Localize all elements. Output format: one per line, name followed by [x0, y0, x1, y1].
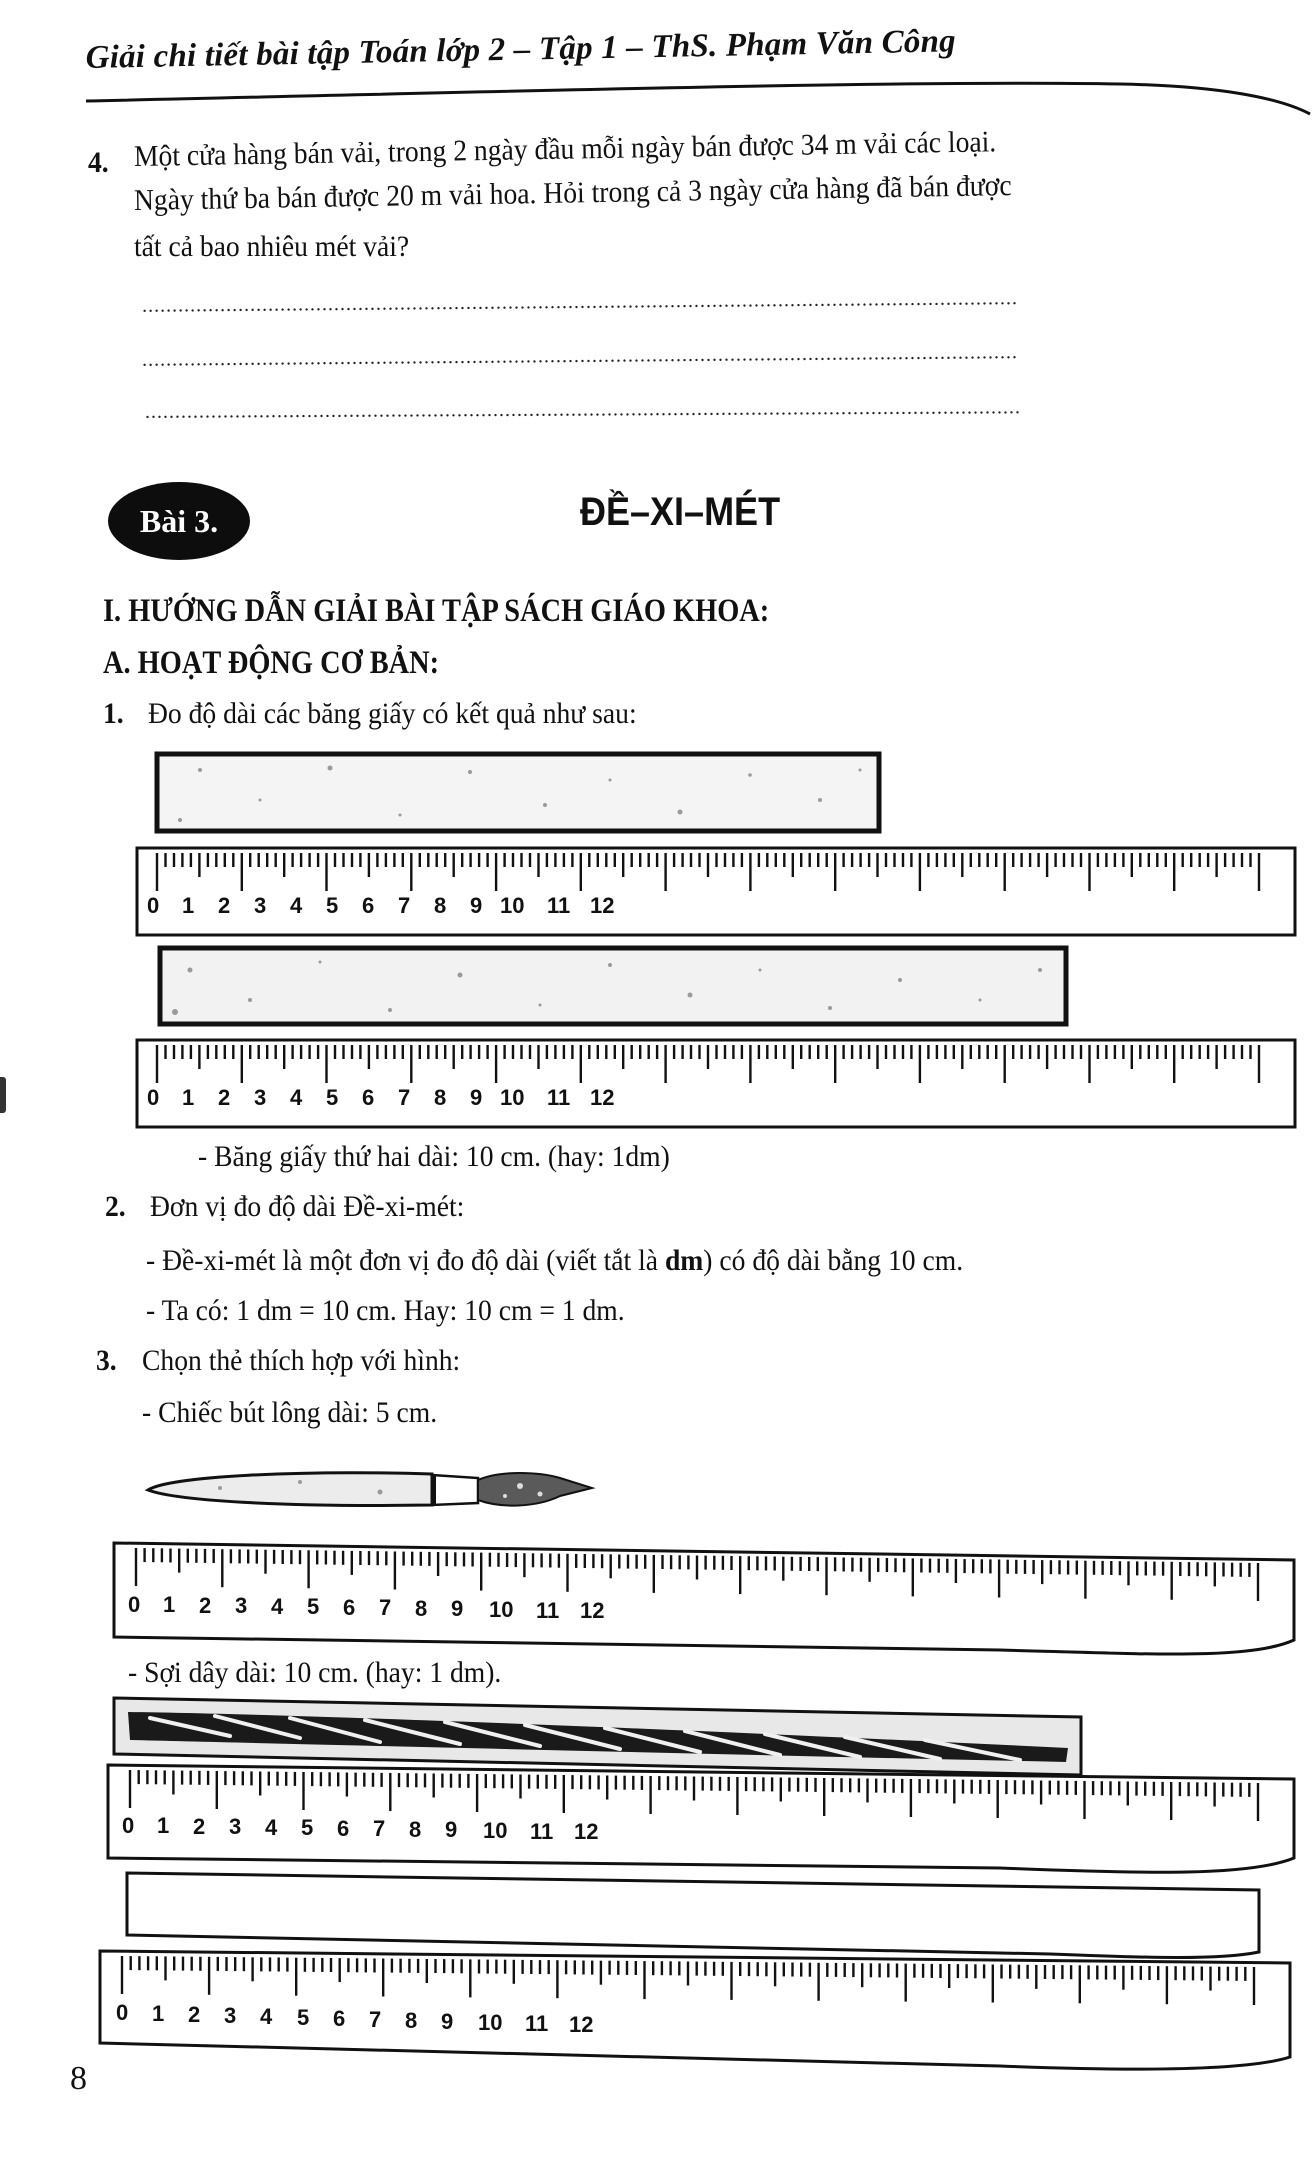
exercise-1-answer: - Băng giấy thứ hai dài: 10 cm. (hay: 1dm): [198, 1140, 670, 1173]
answer-line-1[interactable]: ..................................................................................................................................................: [141, 287, 1019, 317]
ruler-label: 7: [398, 1085, 411, 1110]
ruler-label: 12: [569, 2012, 594, 2037]
ruler-label: 1: [152, 2001, 165, 2026]
exercise-2-number: 2.: [105, 1190, 126, 1223]
ruler-label: 0: [147, 1085, 160, 1110]
ruler-label: 3: [224, 2003, 237, 2028]
ruler-label: 10: [500, 893, 525, 918]
ruler-label: 7: [369, 2007, 382, 2032]
ruler-label: 3: [235, 1593, 248, 1618]
definition-text: - Đề-xi-mét là một đơn vị đo độ dài (viết tắt là: [146, 1244, 665, 1277]
ruler-label: 8: [415, 1596, 428, 1621]
ruler-label: 1: [157, 1813, 170, 1838]
ruler-label: 8: [405, 2008, 418, 2033]
exercise-1-number: 1.: [103, 697, 124, 730]
ruler-label: 6: [343, 1595, 356, 1620]
ruler-label: 11: [536, 1598, 560, 1623]
ruler-label: 10: [478, 2010, 503, 2035]
exercise-3-rope-answer: - Sợi dây dài: 10 cm. (hay: 1 dm).: [128, 1656, 502, 1689]
ruler-label: 0: [116, 2000, 129, 2025]
ruler-label: 2: [199, 1593, 212, 1618]
ruler-label: 0: [128, 1592, 141, 1617]
definition-unit-bold: dm: [664, 1244, 704, 1277]
ruler-label: 4: [290, 1085, 303, 1110]
ruler-label: 12: [580, 1598, 605, 1623]
lesson-badge-label: Bài 3.: [139, 502, 219, 539]
ruler-label: 12: [574, 1819, 599, 1844]
ruler-label: 0: [122, 1813, 135, 1838]
ruler-label: 11: [547, 1085, 571, 1110]
ruler-label: 2: [218, 893, 231, 918]
ruler-label: 1: [163, 1592, 176, 1617]
ruler-label: 5: [297, 2005, 310, 2030]
exercise-2-prompt: Đơn vị đo độ dài Đề-xi-mét:: [150, 1190, 465, 1223]
ruler-label: 3: [229, 1814, 242, 1839]
ruler-label: 4: [290, 893, 303, 918]
ruler-label: 11: [547, 893, 571, 918]
ruler-label: 9: [451, 1596, 464, 1621]
ruler-label: 7: [379, 1595, 392, 1620]
running-header-title: Giải chi tiết bài tập Toán lớp 2 – Tập 1 – ThS. Phạm Văn Công: [85, 23, 957, 77]
exercise-3-pen-answer: - Chiếc bút lông dài: 5 cm.: [142, 1396, 438, 1429]
ruler-label: 6: [362, 893, 375, 918]
question-4-number: 4.: [88, 146, 109, 179]
section-heading-part-i: I. HƯỚNG DẪN GIẢI BÀI TẬP SÁCH GIÁO KHOA:: [103, 593, 770, 629]
ruler-label: 5: [326, 893, 339, 918]
ruler-label: 9: [470, 893, 483, 918]
ruler-label: 7: [373, 1816, 386, 1841]
ruler-label: 2: [188, 2002, 201, 2027]
lesson-title: ĐỀ–XI–MÉT: [580, 490, 781, 534]
ruler-label: 12: [590, 1085, 615, 1110]
ruler-label: 9: [445, 1817, 458, 1842]
question-4-line-1: Một cửa hàng bán vải, trong 2 ngày đầu mỗi ngày bán được 34 m vải các loại.: [133, 125, 997, 173]
question-4-line-2: Ngày thứ ba bán được 20 m vải hoa. Hỏi trong cả 3 ngày cửa hàng đã bán được: [133, 169, 1012, 217]
ruler-label: 10: [489, 1597, 514, 1622]
ruler-label: 6: [333, 2006, 346, 2031]
ruler-label: 2: [218, 1085, 231, 1110]
page-number: 8: [70, 2060, 87, 2097]
ruler-label: 2: [193, 1814, 206, 1839]
ruler-label: 5: [307, 1594, 320, 1619]
ruler-label: 6: [337, 1816, 350, 1841]
ruler-label: 1: [182, 893, 195, 918]
ruler-label: 4: [265, 1815, 278, 1840]
answer-line-3[interactable]: ..................................................................................................................................................: [144, 396, 1022, 423]
ruler-label: 9: [470, 1085, 483, 1110]
question-4-line-3: tất cả bao nhiêu mét vải?: [134, 230, 410, 263]
ruler-label: 3: [254, 1085, 267, 1110]
ruler-label: 10: [500, 1085, 525, 1110]
ruler-label: 11: [525, 2011, 549, 2036]
definition-text-end: ) có độ dài bằng 10 cm.: [703, 1244, 964, 1277]
ruler-label: 7: [398, 893, 411, 918]
ruler-label: 4: [260, 2004, 273, 2029]
ruler-label: 4: [271, 1594, 284, 1619]
ruler-label: 0: [147, 893, 160, 918]
ruler-label: 11: [530, 1819, 554, 1844]
exercise-1-prompt: Đo độ dài các băng giấy có kết quả như sau:: [148, 697, 637, 730]
ruler-label: 6: [362, 1085, 375, 1110]
ruler-label: 8: [409, 1817, 422, 1842]
section-heading-part-a: A. HOẠT ĐỘNG CƠ BẢN:: [103, 645, 440, 681]
ruler-label: 8: [434, 1085, 447, 1110]
exercise-2-equivalence: - Ta có: 1 dm = 10 cm. Hay: 10 cm = 1 dm.: [146, 1294, 625, 1327]
ruler-label: 3: [254, 893, 267, 918]
ruler-label: 12: [590, 893, 615, 918]
exercise-3-prompt: Chọn thẻ thích hợp với hình:: [142, 1344, 461, 1377]
ruler-label: 8: [434, 893, 447, 918]
ruler-label: 9: [441, 2009, 454, 2034]
exercise-3-number: 3.: [96, 1344, 117, 1377]
ruler-label: 5: [326, 1085, 339, 1110]
ruler-label: 5: [301, 1815, 314, 1840]
ruler-label: 10: [483, 1818, 508, 1843]
ruler-label: 1: [182, 1085, 195, 1110]
answer-line-2[interactable]: ..................................................................................................................................................: [141, 341, 1019, 371]
